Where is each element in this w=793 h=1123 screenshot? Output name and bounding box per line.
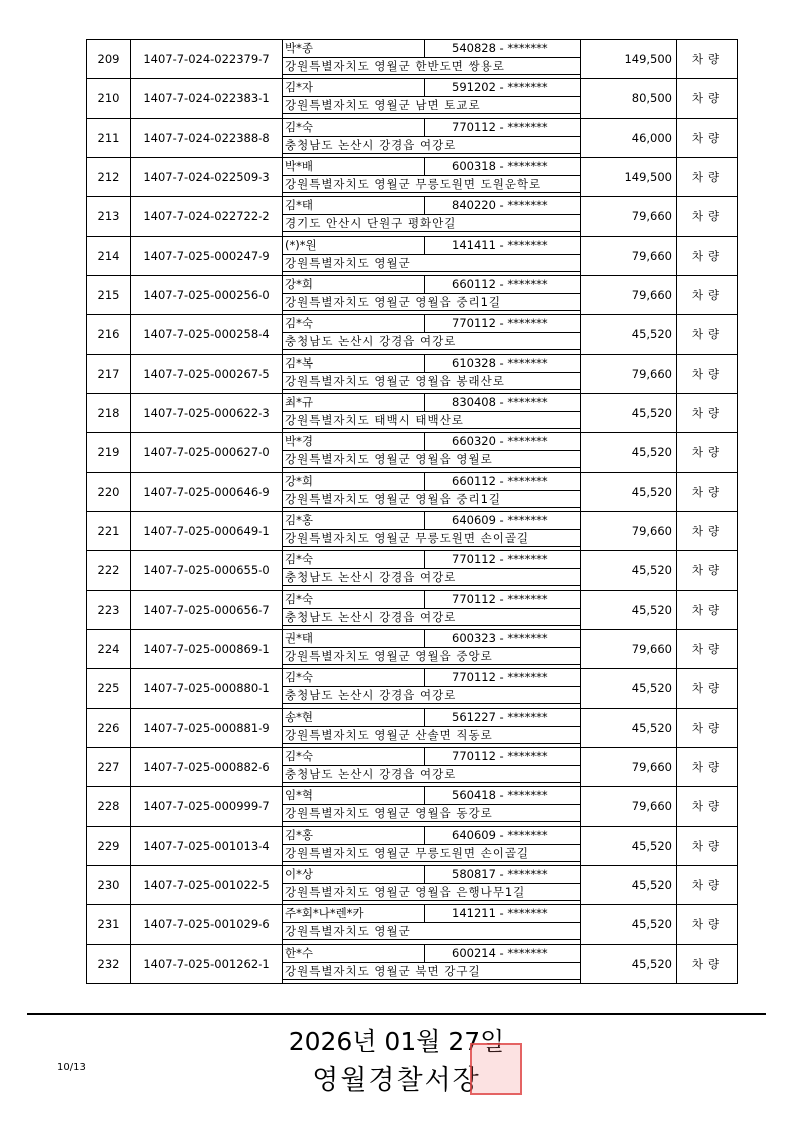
person-info [283, 787, 581, 825]
person-name: 이*상 [283, 866, 425, 884]
amount: 45,520 [581, 709, 677, 747]
person-name: 임*혁 [283, 787, 425, 805]
amount: 45,520 [581, 905, 677, 943]
table-row [87, 591, 737, 630]
row-number: 223 [87, 591, 131, 629]
address: 강원특별자치도 영월군 영월읍 봉래산로 [283, 373, 581, 390]
item-type: 차량 [691, 917, 725, 932]
row-number: 228 [87, 787, 131, 825]
address: 강원특별자치도 영월군 영월읍 동강로 [283, 805, 581, 822]
row-number: 229 [87, 827, 131, 865]
table-row [87, 473, 737, 512]
row-number: 210 [87, 79, 131, 117]
address: 강원특별자치도 영월군 무릉도원면 손이골길 [283, 845, 581, 862]
address: 강원특별자치도 영월군 영월읍 영월로 [283, 451, 581, 468]
table-row [87, 630, 737, 669]
address: 강원특별자치도 영월군 영월읍 중리1길 [283, 294, 581, 311]
person-info [283, 709, 581, 747]
item-type: 차량 [691, 248, 725, 263]
item-type: 차량 [691, 642, 725, 657]
case-code: 1407-7-025-001013-4 [131, 827, 283, 865]
table-row [87, 315, 737, 354]
case-code: 1407-7-024-022722-2 [131, 197, 283, 235]
person-name: 김*태 [283, 197, 425, 215]
address: 강원특별자치도 영월군 한반도면 쌍용로 [283, 58, 581, 75]
address: 충청남도 논산시 강경읍 여강로 [283, 569, 581, 586]
amount: 79,660 [581, 748, 677, 786]
amount: 79,660 [581, 787, 677, 825]
case-code: 1407-7-025-000882-6 [131, 748, 283, 786]
registration-number: 591202 - ******* [425, 79, 581, 97]
case-code: 1407-7-024-022379-7 [131, 40, 283, 78]
item-type: 차량 [691, 838, 725, 853]
address: 강원특별자치도 영월군 [283, 255, 581, 272]
case-code: 1407-7-025-000646-9 [131, 473, 283, 511]
table-row [87, 40, 737, 79]
table-row [87, 512, 737, 551]
row-number: 212 [87, 158, 131, 196]
table-row [87, 276, 737, 315]
table-row [87, 79, 737, 118]
person-name: 권*태 [283, 630, 425, 648]
row-number: 221 [87, 512, 131, 550]
item-type: 차량 [691, 406, 725, 421]
person-name: 김*숙 [283, 315, 425, 333]
item-type: 차량 [691, 209, 725, 224]
person-name: 김*숙 [283, 551, 425, 569]
row-number: 211 [87, 119, 131, 157]
amount: 80,500 [581, 79, 677, 117]
amount: 45,520 [581, 591, 677, 629]
row-number: 218 [87, 394, 131, 432]
table-row [87, 787, 737, 826]
item-type: 차량 [691, 91, 725, 106]
person-name: 주*회*나*렌*카 [283, 905, 425, 923]
address: 강원특별자치도 영월군 남면 토교로 [283, 97, 581, 114]
person-name: 김*홍 [283, 827, 425, 845]
row-number: 219 [87, 433, 131, 471]
row-number: 226 [87, 709, 131, 747]
person-info [283, 473, 581, 511]
row-number: 216 [87, 315, 131, 353]
case-code: 1407-7-025-000258-4 [131, 315, 283, 353]
row-number: 224 [87, 630, 131, 668]
table-row [87, 905, 737, 944]
registration-number: 600323 - ******* [425, 630, 581, 648]
address: 강원특별자치도 영월군 영월읍 은행나무1길 [283, 884, 581, 901]
registration-number: 640609 - ******* [425, 512, 581, 530]
table-row [87, 158, 737, 197]
person-info [283, 79, 581, 117]
person-info [283, 315, 581, 353]
person-name: (*)*원 [283, 237, 425, 255]
address: 강원특별자치도 영월군 북면 강구길 [283, 963, 581, 980]
case-code: 1407-7-025-000622-3 [131, 394, 283, 432]
table-row [87, 433, 737, 472]
case-code: 1407-7-024-022388-8 [131, 119, 283, 157]
case-code: 1407-7-025-000655-0 [131, 551, 283, 589]
amount: 45,520 [581, 827, 677, 865]
case-code: 1407-7-025-001022-5 [131, 866, 283, 904]
case-code: 1407-7-025-000267-5 [131, 355, 283, 393]
amount: 45,520 [581, 551, 677, 589]
person-name: 김*숙 [283, 669, 425, 687]
item-type: 차량 [691, 956, 725, 971]
person-name: 김*숙 [283, 591, 425, 609]
registration-number: 640609 - ******* [425, 827, 581, 845]
registration-number: 580817 - ******* [425, 866, 581, 884]
item-type: 차량 [691, 524, 725, 539]
amount: 45,520 [581, 433, 677, 471]
item-type: 차량 [691, 760, 725, 775]
row-number: 220 [87, 473, 131, 511]
person-info [283, 748, 581, 786]
item-type: 차량 [691, 484, 725, 499]
amount: 79,660 [581, 355, 677, 393]
item-type: 차량 [691, 52, 725, 67]
person-name: 박*배 [283, 158, 425, 176]
amount: 45,520 [581, 945, 677, 983]
item-type: 차량 [691, 563, 725, 578]
table-row [87, 355, 737, 394]
person-info [283, 551, 581, 589]
case-code: 1407-7-025-000999-7 [131, 787, 283, 825]
row-number: 227 [87, 748, 131, 786]
address: 충청남도 논산시 강경읍 여강로 [283, 766, 581, 783]
case-code: 1407-7-024-022383-1 [131, 79, 283, 117]
amount: 79,660 [581, 630, 677, 668]
person-info [283, 512, 581, 550]
row-number: 230 [87, 866, 131, 904]
registration-number: 141411 - ******* [425, 237, 581, 255]
address: 강원특별자치도 영월군 [283, 923, 581, 940]
person-info [283, 355, 581, 393]
case-code: 1407-7-025-000880-1 [131, 669, 283, 707]
person-name: 김*홍 [283, 512, 425, 530]
person-info [283, 669, 581, 707]
records-table [86, 39, 738, 984]
table-row [87, 394, 737, 433]
address: 충청남도 논산시 강경읍 여강로 [283, 609, 581, 626]
row-number: 213 [87, 197, 131, 235]
registration-number: 560418 - ******* [425, 787, 581, 805]
case-code: 1407-7-025-000256-0 [131, 276, 283, 314]
page-number: 10/13 [57, 1062, 86, 1073]
person-name: 박*경 [283, 433, 425, 451]
person-info [283, 197, 581, 235]
person-info [283, 394, 581, 432]
address: 강원특별자치도 영월군 무릉도원면 도원운학로 [283, 176, 581, 193]
case-code: 1407-7-025-001262-1 [131, 945, 283, 983]
registration-number: 600214 - ******* [425, 945, 581, 963]
row-number: 217 [87, 355, 131, 393]
table-row [87, 748, 737, 787]
row-number: 209 [87, 40, 131, 78]
person-name: 김*자 [283, 79, 425, 97]
person-info [283, 119, 581, 157]
registration-number: 770112 - ******* [425, 591, 581, 609]
person-info [283, 630, 581, 668]
row-number: 214 [87, 237, 131, 275]
case-code: 1407-7-025-000649-1 [131, 512, 283, 550]
person-info [283, 591, 581, 629]
registration-number: 561227 - ******* [425, 709, 581, 727]
address: 강원특별자치도 영월군 무릉도원면 손이골길 [283, 530, 581, 547]
table-row [87, 197, 737, 236]
registration-number: 610328 - ******* [425, 355, 581, 373]
row-number: 215 [87, 276, 131, 314]
table-row [87, 237, 737, 276]
person-name: 한*수 [283, 945, 425, 963]
table-row [87, 827, 737, 866]
person-name: 김*숙 [283, 119, 425, 137]
person-info [283, 905, 581, 943]
amount: 45,520 [581, 315, 677, 353]
registration-number: 141211 - ******* [425, 905, 581, 923]
address: 강원특별자치도 태백시 태백산로 [283, 412, 581, 429]
registration-number: 660112 - ******* [425, 276, 581, 294]
registration-number: 770112 - ******* [425, 551, 581, 569]
item-type: 차량 [691, 130, 725, 145]
person-name: 송*현 [283, 709, 425, 727]
person-info [283, 40, 581, 78]
item-type: 차량 [691, 878, 725, 893]
registration-number: 770112 - ******* [425, 669, 581, 687]
item-type: 차량 [691, 681, 725, 696]
case-code: 1407-7-025-000247-9 [131, 237, 283, 275]
issuing-office: 영월경찰서장 [312, 1065, 481, 1096]
row-number: 232 [87, 945, 131, 983]
registration-number: 830408 - ******* [425, 394, 581, 412]
case-code: 1407-7-025-001029-6 [131, 905, 283, 943]
table-row [87, 119, 737, 158]
registration-number: 840220 - ******* [425, 197, 581, 215]
person-name: 최*규 [283, 394, 425, 412]
case-code: 1407-7-025-000869-1 [131, 630, 283, 668]
address: 충청남도 논산시 강경읍 여강로 [283, 687, 581, 704]
person-info [283, 945, 581, 983]
item-type: 차량 [691, 170, 725, 185]
amount: 79,660 [581, 512, 677, 550]
person-info [283, 866, 581, 904]
item-type: 차량 [691, 366, 725, 381]
amount: 79,660 [581, 237, 677, 275]
table-row [87, 709, 737, 748]
amount: 45,520 [581, 394, 677, 432]
amount: 149,500 [581, 158, 677, 196]
registration-number: 660112 - ******* [425, 473, 581, 491]
case-code: 1407-7-024-022509-3 [131, 158, 283, 196]
registration-number: 770112 - ******* [425, 748, 581, 766]
person-info [283, 237, 581, 275]
registration-number: 600318 - ******* [425, 158, 581, 176]
amount: 45,520 [581, 473, 677, 511]
row-number: 225 [87, 669, 131, 707]
registration-number: 540828 - ******* [425, 40, 581, 58]
person-name: 강*희 [283, 276, 425, 294]
footer-divider [27, 1013, 766, 1015]
item-type: 차량 [691, 799, 725, 814]
person-info [283, 276, 581, 314]
person-info [283, 827, 581, 865]
amount: 149,500 [581, 40, 677, 78]
amount: 45,520 [581, 866, 677, 904]
case-code: 1407-7-025-000656-7 [131, 591, 283, 629]
address: 충청남도 논산시 강경읍 여강로 [283, 333, 581, 350]
address: 경기도 안산시 단원구 평화안길 [283, 215, 581, 232]
address: 충청남도 논산시 강경읍 여강로 [283, 137, 581, 154]
person-name: 김*복 [283, 355, 425, 373]
item-type: 차량 [691, 288, 725, 303]
table-row [87, 551, 737, 590]
issue-date: 2026년 01월 27일 [288, 1027, 505, 1056]
address: 강원특별자치도 영월군 영월읍 중리1길 [283, 491, 581, 508]
address: 강원특별자치도 영월군 영월읍 중앙로 [283, 648, 581, 665]
table-row [87, 669, 737, 708]
item-type: 차량 [691, 602, 725, 617]
amount: 45,520 [581, 669, 677, 707]
item-type: 차량 [691, 327, 725, 342]
case-code: 1407-7-025-000881-9 [131, 709, 283, 747]
person-info [283, 158, 581, 196]
row-number: 222 [87, 551, 131, 589]
table-row [87, 945, 737, 984]
address: 강원특별자치도 영월군 산솔면 직동로 [283, 727, 581, 744]
registration-number: 660320 - ******* [425, 433, 581, 451]
amount: 46,000 [581, 119, 677, 157]
table-row [87, 866, 737, 905]
person-info [283, 433, 581, 471]
item-type: 차량 [691, 445, 725, 460]
case-code: 1407-7-025-000627-0 [131, 433, 283, 471]
person-name: 강*희 [283, 473, 425, 491]
item-type: 차량 [691, 720, 725, 735]
row-number: 231 [87, 905, 131, 943]
amount: 79,660 [581, 276, 677, 314]
person-name: 김*숙 [283, 748, 425, 766]
registration-number: 770112 - ******* [425, 119, 581, 137]
official-seal [470, 1043, 522, 1095]
person-name: 박*종 [283, 40, 425, 58]
registration-number: 770112 - ******* [425, 315, 581, 333]
amount: 79,660 [581, 197, 677, 235]
